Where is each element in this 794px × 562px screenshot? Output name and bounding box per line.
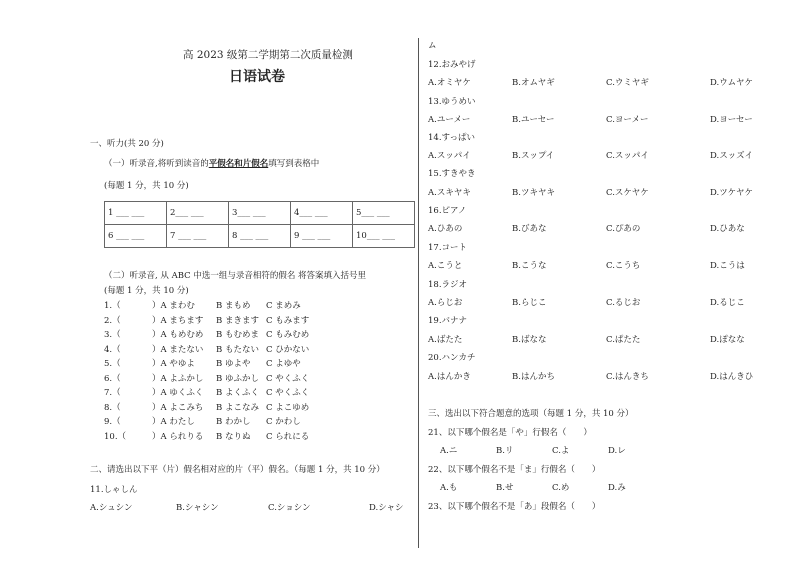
answer-cell[interactable]: 10___ ___: [353, 225, 415, 248]
list-item-a[interactable]: ）A よこみち: [152, 403, 204, 413]
option-d[interactable]: D.はんきひ: [710, 372, 754, 382]
list-item-num: 1.（: [104, 301, 121, 311]
answer-cell[interactable]: 6 ___ ___: [105, 225, 167, 248]
option-b[interactable]: B.ユーセー: [512, 115, 555, 125]
option-22-a[interactable]: A.も: [440, 483, 458, 493]
list-item-c: C かわし: [266, 417, 301, 427]
part-2-instruction: （二）听录音, 从 ABC 中选一组与录音相符的假名 将答案填入括号里: [104, 271, 367, 281]
list-item-b: B まきます: [216, 316, 259, 326]
question: 17.コート: [428, 243, 468, 253]
part-1-emphasis: 平假名和片假名: [208, 159, 269, 169]
option-b[interactable]: B.らじこ: [512, 298, 547, 308]
exam-title: 日语试卷: [229, 69, 285, 85]
option-c[interactable]: C.るじお: [606, 298, 641, 308]
option-a[interactable]: A.ユーメー: [428, 115, 471, 125]
list-item-b: B もたない: [216, 345, 259, 355]
part-1-suffix: 填写到表格中: [268, 159, 320, 169]
option-21-c[interactable]: C.よ: [552, 446, 570, 456]
answer-cell[interactable]: 8 ___ ___: [229, 225, 291, 248]
option-11-d[interactable]: D.シャシ: [369, 503, 404, 513]
option-a[interactable]: A.スキヤキ: [428, 188, 471, 198]
list-item-c: C よこゆめ: [266, 403, 310, 413]
list-item-c: C やくふく: [266, 388, 310, 398]
list-item-b: B もむめま: [216, 330, 259, 340]
option-b[interactable]: B.びあな: [512, 224, 547, 234]
option-b[interactable]: B.オムヤギ: [512, 78, 555, 88]
option-d[interactable]: D.ひあな: [710, 224, 745, 234]
part-1-score: (每题 1 分，共 10 分): [104, 181, 189, 191]
option-a[interactable]: A.スッパイ: [428, 151, 471, 161]
part-2-score: (每题 1 分，共 10 分): [104, 286, 189, 296]
list-item-a[interactable]: ）A まわむ: [152, 301, 195, 311]
option-21-a[interactable]: A.ニ: [440, 446, 458, 456]
list-item-b: B なりぬ: [216, 432, 251, 442]
list-item-c: C もみむめ: [266, 330, 310, 340]
section-3-title: 三、选出以下符合题意的选项（每题 1 分，共 10 分）: [428, 409, 634, 419]
option-d[interactable]: D.こうは: [710, 261, 745, 271]
section-2-title: 二、请选出以下平（片）假名相对应的片（平）假名。（每题 1 分，共 10 分）: [90, 465, 385, 475]
list-item-b: B わかし: [216, 417, 251, 427]
option-c[interactable]: C.ぱたた: [606, 335, 641, 345]
option-b[interactable]: B.ばなな: [512, 335, 547, 345]
section-1-title: 一、听力(共 20 分): [90, 139, 164, 149]
list-item-num: 3.（: [104, 330, 121, 340]
answer-cell[interactable]: 3___ ___: [229, 202, 291, 225]
option-11-c[interactable]: C.ショシン: [268, 503, 311, 513]
option-d[interactable]: D.ウムヤケ: [710, 78, 753, 88]
option-c[interactable]: C.ぴあの: [606, 224, 641, 234]
list-item-c: C られにる: [266, 432, 310, 442]
list-item-a[interactable]: ）A まちます: [152, 316, 204, 326]
option-c[interactable]: C.スケヤケ: [606, 188, 649, 198]
option-d[interactable]: D.ヨーセー: [710, 115, 753, 125]
list-item-num: 10.（: [104, 432, 127, 442]
option-b[interactable]: B.こうな: [512, 261, 547, 271]
option-d[interactable]: D.スッズイ: [710, 151, 753, 161]
option-21-b[interactable]: B.リ: [496, 446, 514, 456]
question: 18.ラジオ: [428, 280, 468, 290]
list-item-c: C やくふく: [266, 374, 310, 384]
list-item-a[interactable]: ）A わたし: [152, 417, 195, 427]
option-a[interactable]: A.こうと: [428, 261, 463, 271]
list-item-a[interactable]: ）A られりる: [152, 432, 204, 442]
question: 20.ハンカチ: [428, 353, 476, 363]
list-item-b: B よこなみ: [216, 403, 259, 413]
answer-cell[interactable]: 7 ___ ___: [167, 225, 229, 248]
table-row: [105, 202, 415, 225]
option-a[interactable]: A.はんかき: [428, 372, 471, 382]
part-1-prefix: （一）听录音,将听到读音的: [104, 159, 209, 169]
list-item-num: 6.（: [104, 374, 121, 384]
list-item-c: C もみます: [266, 316, 310, 326]
option-a[interactable]: A.らじお: [428, 298, 463, 308]
answer-table: [104, 201, 415, 248]
option-22-c[interactable]: C.め: [552, 483, 570, 493]
list-item-c: C まめみ: [266, 301, 301, 311]
question: 12.おみやげ: [428, 60, 476, 70]
option-a[interactable]: A.ひあの: [428, 224, 463, 234]
list-item-c: C よゆや: [266, 359, 301, 369]
list-item-a[interactable]: ）A ゆくふく: [152, 388, 204, 398]
list-item-num: 5.（: [104, 359, 121, 369]
list-item-b: B まもめ: [216, 301, 251, 311]
column-divider: [418, 38, 419, 548]
list-item-num: 2.（: [104, 316, 121, 326]
option-c[interactable]: C.スッパイ: [606, 151, 649, 161]
answer-cell[interactable]: 2___ ___: [167, 202, 229, 225]
part-1-instruction: [104, 160, 319, 169]
option-d[interactable]: D.るじこ: [710, 298, 745, 308]
question: 16.ピアノ: [428, 206, 467, 216]
list-item-num: 9.（: [104, 417, 121, 427]
option-22-d[interactable]: D.み: [608, 483, 626, 493]
option-21-d[interactable]: D.レ: [608, 446, 626, 456]
option-c[interactable]: C.ウミヤギ: [606, 78, 649, 88]
option-d[interactable]: D.ツケヤケ: [710, 188, 753, 198]
answer-cell[interactable]: 1 ___ ___: [105, 202, 167, 225]
option-a[interactable]: A.オミヤケ: [428, 78, 471, 88]
answer-cell[interactable]: 9 ___ ___: [291, 225, 353, 248]
list-item-a[interactable]: ）A もめむめ: [152, 330, 204, 340]
option-11-b[interactable]: B.シャシン: [176, 503, 219, 513]
question: 14.すっぱい: [428, 133, 476, 143]
option-b[interactable]: B.スップイ: [512, 151, 555, 161]
option-c[interactable]: C.こうち: [606, 261, 641, 271]
question-22: 22、以下哪个假名不是「ま」行假名（ ）: [428, 465, 601, 475]
question-21: 21、以下哪个假名是「や」行假名（ ）: [428, 428, 592, 438]
question-11: 11.しゃしん: [90, 485, 138, 495]
list-item-b: B ゆよや: [216, 359, 251, 369]
option-b[interactable]: B.はんかち: [512, 372, 555, 382]
list-item-a[interactable]: ）A やゆよ: [152, 359, 195, 369]
answer-cell[interactable]: 5___ ___: [353, 202, 415, 225]
option-11-a[interactable]: A.シュシン: [90, 503, 133, 513]
list-item-a[interactable]: ）A よふかし: [152, 374, 204, 384]
list-item-num: 7.（: [104, 388, 121, 398]
answer-cell[interactable]: 4___ ___: [291, 202, 353, 225]
option-22-b[interactable]: B.せ: [496, 483, 514, 493]
list-item-num: 8.（: [104, 403, 121, 413]
option-11-d-continued: ム: [428, 41, 437, 51]
question-23: 23、以下哪个假名不是「あ」段假名（ ）: [428, 502, 601, 512]
option-c[interactable]: C.ヨーメー: [606, 115, 649, 125]
question: 15.すきやき: [428, 169, 476, 179]
list-item-a[interactable]: ）A またない: [152, 345, 204, 355]
table-row: [105, 225, 415, 248]
exam-header: 高 2023 级第二学期第二次质量检测: [183, 49, 353, 61]
option-d[interactable]: D.ぽなな: [710, 335, 745, 345]
question: 13.ゆうめい: [428, 97, 476, 107]
option-b[interactable]: B.ツキヤキ: [512, 188, 555, 198]
list-item-b: B よくふく: [216, 388, 259, 398]
list-item-num: 4.（: [104, 345, 121, 355]
option-c[interactable]: C.はんきち: [606, 372, 649, 382]
list-item-c: C ひかない: [266, 345, 310, 355]
option-a[interactable]: A.ばたた: [428, 335, 463, 345]
question: 19.バナナ: [428, 316, 468, 326]
list-item-b: B ゆふかし: [216, 374, 259, 384]
